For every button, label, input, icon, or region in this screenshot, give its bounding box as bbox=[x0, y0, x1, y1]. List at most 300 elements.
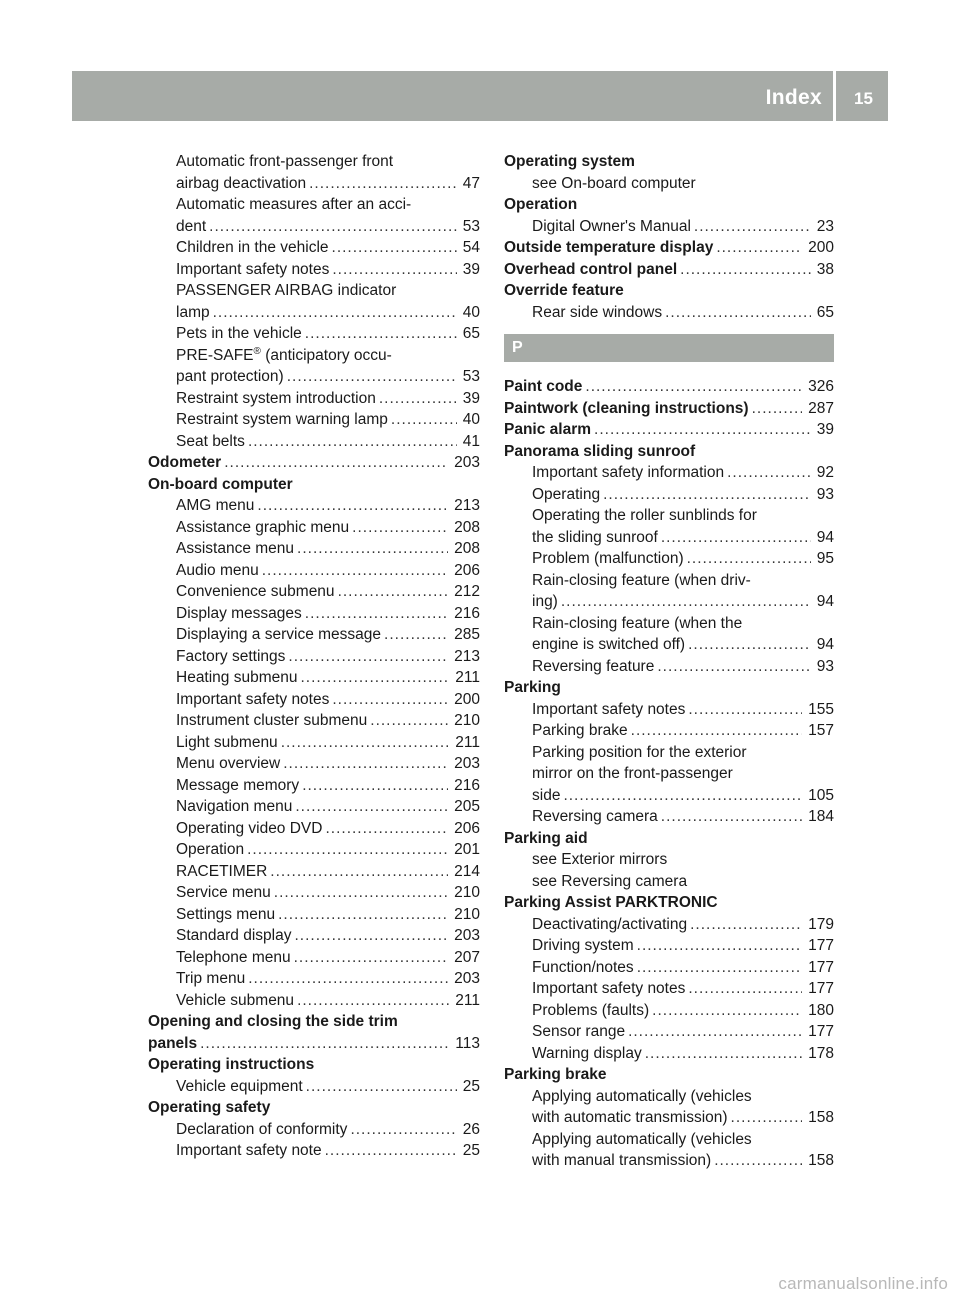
index-subentry bbox=[148, 1140, 480, 1162]
page-reference: 23 bbox=[816, 217, 834, 235]
dot-leader bbox=[384, 624, 448, 646]
page-reference: 40 bbox=[462, 303, 480, 321]
page-reference: 47 bbox=[462, 174, 480, 192]
dot-leader bbox=[645, 1043, 802, 1065]
dot-leader bbox=[391, 409, 457, 431]
entry-text: Applying automatically (vehicles bbox=[532, 1130, 752, 1148]
entry-text: Declaration of conformity bbox=[176, 1120, 348, 1138]
page-reference: 94 bbox=[816, 528, 834, 546]
page-reference: 53 bbox=[462, 217, 480, 235]
page-reference: 210 bbox=[454, 884, 480, 901]
dot-leader bbox=[716, 237, 802, 259]
entry-text: Menu overview bbox=[176, 755, 281, 772]
page-reference: 25 bbox=[462, 1077, 480, 1095]
watermark: carmanualsonline.info bbox=[778, 1274, 948, 1293]
page-reference: 39 bbox=[462, 260, 480, 278]
entry-text: Vehicle equipment bbox=[176, 1077, 303, 1095]
page-reference: 65 bbox=[816, 303, 834, 321]
page-reference: 205 bbox=[454, 798, 480, 815]
index-subentry bbox=[148, 560, 480, 582]
dot-leader bbox=[200, 1033, 449, 1055]
entry-text: Operating safety bbox=[148, 1099, 271, 1116]
dot-leader bbox=[295, 796, 448, 818]
page-reference: 54 bbox=[462, 239, 480, 256]
index-subentry bbox=[148, 818, 480, 840]
dot-leader bbox=[302, 775, 448, 797]
dot-leader bbox=[688, 978, 802, 1000]
index-subentry bbox=[148, 495, 480, 517]
dot-leader bbox=[332, 237, 457, 259]
page-reference: 203 bbox=[454, 927, 480, 944]
entry-text: Service menu bbox=[176, 884, 271, 901]
dot-leader bbox=[297, 538, 448, 560]
dot-leader bbox=[297, 990, 449, 1012]
entry-text: Panorama sliding sunroof bbox=[504, 442, 696, 460]
dot-leader bbox=[687, 548, 811, 570]
page-reference: 41 bbox=[462, 432, 480, 450]
entry-text: Operating bbox=[532, 485, 601, 503]
entry-text: Function/notes bbox=[532, 958, 634, 976]
page-reference: 93 bbox=[816, 485, 834, 503]
index-entry bbox=[148, 452, 480, 474]
page-reference: 94 bbox=[816, 593, 834, 610]
index-subentry bbox=[148, 581, 480, 603]
page-number: 15 bbox=[854, 89, 873, 108]
entry-text: Automatic measures after an acci- bbox=[176, 196, 412, 213]
entry-text: Applying automatically (vehicles bbox=[532, 1087, 752, 1105]
entry-text: Panic alarm bbox=[504, 421, 592, 438]
entry-text: Parking Assist PARKTRONIC bbox=[504, 894, 718, 911]
registered-mark: ® bbox=[253, 345, 261, 357]
index-subentry bbox=[504, 570, 834, 592]
entry-text: Problem (malfunction) bbox=[532, 550, 684, 567]
dot-leader bbox=[688, 699, 802, 721]
entry-text: Trip menu bbox=[176, 970, 246, 987]
page-reference: 201 bbox=[454, 841, 480, 858]
index-subentry bbox=[148, 173, 480, 195]
entry-text: Instrument cluster submenu bbox=[176, 712, 368, 729]
index-subentry bbox=[504, 216, 834, 238]
entry-text: Parking bbox=[504, 679, 561, 696]
page-reference: 53 bbox=[462, 368, 480, 385]
entry-text: RACETIMER bbox=[176, 862, 268, 880]
index-subentry bbox=[504, 634, 834, 656]
page-reference: 92 bbox=[816, 464, 834, 481]
page-reference: 158 bbox=[808, 1152, 834, 1169]
entry-text: mirror on the front-passenger bbox=[532, 765, 733, 782]
entry-text: On-board computer bbox=[148, 475, 293, 493]
entry-text: Display messages bbox=[176, 604, 302, 622]
dot-leader bbox=[325, 1140, 457, 1162]
index-subentry bbox=[148, 323, 480, 345]
entry-text: Settings menu bbox=[176, 905, 276, 923]
index-entry bbox=[148, 1011, 480, 1033]
entry-text: Rear side windows bbox=[532, 303, 663, 321]
index-subentry bbox=[504, 527, 834, 549]
entry-text: side bbox=[532, 786, 561, 804]
entry-text: Important safety notes bbox=[176, 260, 330, 278]
index-subentry bbox=[504, 302, 834, 324]
entry-text: Operating system bbox=[504, 153, 635, 170]
index-entry bbox=[504, 376, 834, 398]
entry-text: Deactivating/activating bbox=[532, 915, 688, 933]
page-reference: 203 bbox=[454, 454, 480, 471]
entry-text: pant protection) bbox=[176, 368, 284, 385]
page-reference: 177 bbox=[808, 1023, 834, 1040]
dot-leader bbox=[563, 785, 802, 807]
index-subentry bbox=[148, 302, 480, 324]
page-reference: 95 bbox=[816, 550, 834, 567]
index-subentry bbox=[504, 871, 834, 893]
index-entry bbox=[504, 259, 834, 281]
index-column-left bbox=[148, 151, 480, 1162]
dot-leader bbox=[224, 452, 448, 474]
dot-leader bbox=[213, 302, 457, 324]
entry-text: Heating submenu bbox=[176, 669, 298, 686]
index-subentry bbox=[148, 1119, 480, 1141]
dot-leader bbox=[294, 947, 449, 969]
entry-text: Paintwork (cleaning instructions) bbox=[504, 399, 749, 417]
entry-text: Parking brake bbox=[504, 1066, 607, 1083]
page-reference: 26 bbox=[462, 1120, 480, 1138]
index-subentry bbox=[504, 806, 834, 828]
dot-leader bbox=[257, 495, 448, 517]
entry-text: Important safety information bbox=[532, 464, 725, 481]
page-reference: 155 bbox=[808, 700, 834, 718]
index-subentry bbox=[148, 839, 480, 861]
entry-text: Light submenu bbox=[176, 733, 278, 751]
page-reference: 213 bbox=[454, 497, 480, 514]
index-subentry bbox=[504, 173, 834, 195]
dot-leader bbox=[637, 957, 802, 979]
page-reference: 39 bbox=[462, 389, 480, 407]
index-entry bbox=[504, 1064, 834, 1086]
index-subentry bbox=[148, 237, 480, 259]
entry-text: Opening and closing the side trim bbox=[148, 1013, 398, 1030]
index-subentry bbox=[504, 785, 834, 807]
entry-text: Paint code bbox=[504, 378, 583, 395]
dot-leader bbox=[262, 560, 448, 582]
page-reference: 25 bbox=[462, 1142, 480, 1159]
page-reference: 179 bbox=[808, 915, 834, 933]
entry-text: panels bbox=[148, 1034, 198, 1052]
dot-leader bbox=[665, 302, 811, 324]
index-subentry bbox=[504, 763, 834, 785]
entry-text: AMG menu bbox=[176, 497, 255, 514]
page-reference: 216 bbox=[454, 604, 480, 622]
index-subentry bbox=[504, 1086, 834, 1108]
section-title: Index bbox=[765, 86, 822, 109]
entry-text: Problems (faults) bbox=[532, 1001, 650, 1019]
entry-text: Important safety notes bbox=[176, 690, 330, 708]
dot-leader bbox=[637, 935, 802, 957]
entry-text: Parking aid bbox=[504, 829, 588, 847]
index-entry bbox=[504, 828, 834, 850]
dot-leader bbox=[657, 656, 810, 678]
dot-leader bbox=[281, 732, 450, 754]
entry-text: Driving system bbox=[532, 937, 634, 954]
index-entry bbox=[504, 194, 834, 216]
index-subentry bbox=[504, 462, 834, 484]
page-reference: 214 bbox=[454, 862, 480, 880]
entry-text: Standard display bbox=[176, 927, 292, 944]
dot-leader bbox=[270, 861, 448, 883]
index-subentry bbox=[148, 280, 480, 302]
index-subentry bbox=[148, 775, 480, 797]
dot-leader bbox=[332, 689, 448, 711]
dot-leader bbox=[370, 710, 448, 732]
dot-leader bbox=[305, 323, 457, 345]
page-reference: 200 bbox=[808, 239, 834, 256]
dot-leader bbox=[350, 1119, 456, 1141]
page-reference: 206 bbox=[454, 561, 480, 579]
page-reference: 184 bbox=[808, 808, 834, 825]
index-entry bbox=[148, 1097, 480, 1119]
dot-leader bbox=[631, 720, 802, 742]
dot-leader bbox=[338, 581, 449, 603]
index-subentry bbox=[148, 345, 480, 367]
entry-text: Vehicle submenu bbox=[176, 991, 295, 1009]
index-subentry bbox=[148, 710, 480, 732]
index-subentry bbox=[504, 699, 834, 721]
dot-leader bbox=[309, 173, 457, 195]
page-reference: 206 bbox=[454, 819, 480, 837]
index-subentry bbox=[148, 689, 480, 711]
index-entry bbox=[504, 677, 834, 699]
entry-text: Operating video DVD bbox=[176, 819, 323, 837]
index-entry bbox=[148, 1033, 480, 1055]
index-subentry bbox=[504, 1150, 834, 1172]
page-reference: 213 bbox=[454, 647, 480, 665]
page-reference: 178 bbox=[808, 1044, 834, 1062]
entry-text: Odometer bbox=[148, 454, 222, 471]
dot-leader bbox=[688, 634, 811, 656]
entry-text: Children in the vehicle bbox=[176, 239, 329, 256]
page-reference: 285 bbox=[454, 626, 480, 643]
dot-leader bbox=[325, 818, 448, 840]
page-reference: 177 bbox=[808, 958, 834, 976]
entry-text: Parking position for the exterior bbox=[532, 743, 747, 761]
index-subentry bbox=[504, 914, 834, 936]
index-subentry bbox=[504, 935, 834, 957]
index-entry bbox=[504, 419, 834, 441]
entry-text: Warning display bbox=[532, 1044, 642, 1062]
index-subentry bbox=[148, 968, 480, 990]
entry-text: Factory settings bbox=[176, 647, 286, 665]
dot-leader bbox=[731, 1107, 803, 1129]
index-subentry bbox=[504, 613, 834, 635]
index-subentry bbox=[148, 259, 480, 281]
index-subentry bbox=[148, 925, 480, 947]
dot-leader bbox=[247, 839, 448, 861]
entry-text: Pets in the vehicle bbox=[176, 325, 302, 342]
dot-leader bbox=[332, 259, 456, 281]
page-reference: 65 bbox=[462, 325, 480, 342]
page-reference: 177 bbox=[808, 980, 834, 997]
page-reference: 210 bbox=[454, 712, 480, 729]
index-entry bbox=[504, 237, 834, 259]
index-subentry bbox=[504, 720, 834, 742]
dot-leader bbox=[278, 904, 448, 926]
index-subentry bbox=[148, 904, 480, 926]
dot-leader bbox=[352, 517, 448, 539]
entry-text: Rain-closing feature (when driv- bbox=[532, 571, 751, 589]
page-reference: 210 bbox=[454, 905, 480, 923]
index-subentry bbox=[148, 753, 480, 775]
entry-text: Sensor range bbox=[532, 1023, 626, 1040]
entry-text: see On-board computer bbox=[532, 174, 696, 192]
index-subentry bbox=[504, 1021, 834, 1043]
header-divider bbox=[833, 71, 836, 121]
page-reference: 208 bbox=[454, 540, 480, 557]
index-subentry bbox=[148, 194, 480, 216]
dot-leader bbox=[680, 259, 811, 281]
index-subentry bbox=[148, 667, 480, 689]
entry-text: Reversing camera bbox=[532, 808, 658, 825]
page-reference: 93 bbox=[816, 657, 834, 675]
header-bar bbox=[72, 71, 888, 121]
index-subentry bbox=[504, 484, 834, 506]
index-entry bbox=[504, 151, 834, 173]
index-subentry bbox=[504, 1129, 834, 1151]
entry-text: airbag deactivation bbox=[176, 174, 307, 192]
entry-text: Rain-closing feature (when the bbox=[532, 614, 743, 632]
index-subentry bbox=[148, 517, 480, 539]
dot-leader bbox=[274, 882, 448, 904]
page-reference: 212 bbox=[454, 583, 480, 600]
index-subentry bbox=[504, 548, 834, 570]
entry-text: Operating instructions bbox=[148, 1056, 315, 1073]
index-subentry bbox=[148, 882, 480, 904]
page-reference: 113 bbox=[455, 1034, 480, 1052]
index-subentry bbox=[148, 796, 480, 818]
page-reference: 207 bbox=[454, 948, 480, 966]
index-subentry bbox=[504, 591, 834, 613]
page-reference: 203 bbox=[454, 970, 480, 987]
entry-text: engine is switched off) bbox=[532, 636, 686, 653]
index-subentry bbox=[148, 1076, 480, 1098]
entry-text: the sliding sunroof bbox=[532, 528, 658, 546]
index-subentry bbox=[504, 849, 834, 871]
entry-text: PRE-SAFE® (anticipatory occu- bbox=[176, 345, 392, 364]
index-subentry bbox=[504, 1000, 834, 1022]
entry-text: Assistance graphic menu bbox=[176, 518, 350, 536]
index-subentry bbox=[148, 624, 480, 646]
entry-text: Displaying a service message bbox=[176, 626, 382, 643]
entry-text: see Exterior mirrors bbox=[532, 851, 668, 868]
entry-text: Outside temperature display bbox=[504, 239, 714, 256]
entry-text: Overhead control panel bbox=[504, 260, 678, 278]
dot-leader bbox=[727, 462, 811, 484]
page-reference: 40 bbox=[462, 411, 480, 428]
entry-text: Navigation menu bbox=[176, 798, 293, 815]
entry-text: lamp bbox=[176, 303, 210, 321]
page-reference: 158 bbox=[808, 1109, 834, 1126]
page-reference: 177 bbox=[808, 937, 834, 954]
index-entry bbox=[148, 474, 480, 496]
dot-leader bbox=[294, 925, 448, 947]
entry-text: with manual transmission) bbox=[532, 1152, 712, 1169]
index-entry bbox=[504, 280, 834, 302]
entry-text: Seat belts bbox=[176, 432, 245, 450]
dot-leader bbox=[287, 366, 457, 388]
page-reference: 216 bbox=[454, 776, 480, 794]
entry-text: PASSENGER AIRBAG indicator bbox=[176, 282, 397, 299]
dot-leader bbox=[661, 806, 802, 828]
page-reference: 105 bbox=[808, 786, 834, 804]
entry-text: Important safety notes bbox=[532, 700, 686, 718]
index-subentry bbox=[148, 409, 480, 431]
index-subentry bbox=[504, 505, 834, 527]
page-reference: 211 bbox=[455, 733, 480, 751]
dot-leader bbox=[288, 646, 448, 668]
index-subentry bbox=[504, 1043, 834, 1065]
dot-leader bbox=[661, 527, 811, 549]
dot-leader bbox=[690, 914, 802, 936]
page-reference: 208 bbox=[454, 518, 480, 536]
entry-text: Restraint system warning lamp bbox=[176, 411, 388, 428]
dot-leader bbox=[694, 216, 811, 238]
index-subentry bbox=[148, 603, 480, 625]
index-subentry bbox=[504, 957, 834, 979]
dot-leader bbox=[561, 591, 811, 613]
dot-leader bbox=[594, 419, 811, 441]
entry-text: Override feature bbox=[504, 282, 624, 299]
dot-leader bbox=[628, 1021, 802, 1043]
page-reference: 211 bbox=[455, 991, 480, 1009]
index-subentry bbox=[504, 742, 834, 764]
index-entry bbox=[148, 1054, 480, 1076]
index-subentry bbox=[148, 990, 480, 1012]
entry-text: ing) bbox=[532, 593, 558, 610]
dot-leader bbox=[283, 753, 448, 775]
entry-text: Operating the roller sunblinds for bbox=[532, 507, 757, 524]
dot-leader bbox=[752, 398, 803, 420]
page-reference: 38 bbox=[816, 260, 834, 278]
entry-text: Important safety notes bbox=[532, 980, 686, 997]
index-letter-heading: P bbox=[504, 334, 834, 362]
page-reference: 94 bbox=[816, 636, 834, 653]
dot-leader bbox=[652, 1000, 802, 1022]
page-reference: 203 bbox=[454, 755, 480, 772]
index-subentry bbox=[148, 151, 480, 173]
index-subentry bbox=[148, 366, 480, 388]
dot-leader bbox=[585, 376, 802, 398]
index-subentry bbox=[148, 431, 480, 453]
entry-text: Convenience submenu bbox=[176, 583, 335, 600]
entry-text: Restraint system introduction bbox=[176, 389, 376, 407]
index-subentry bbox=[148, 388, 480, 410]
entry-text: Telephone menu bbox=[176, 948, 291, 966]
index-subentry bbox=[148, 947, 480, 969]
entry-text: Assistance menu bbox=[176, 540, 295, 557]
index-subentry bbox=[148, 732, 480, 754]
index-entry bbox=[504, 892, 834, 914]
entry-text: Digital Owner's Manual bbox=[532, 217, 691, 235]
dot-leader bbox=[603, 484, 811, 506]
index-subentry bbox=[148, 646, 480, 668]
index-entry bbox=[504, 441, 834, 463]
page-reference: 326 bbox=[808, 378, 834, 395]
entry-text: dent bbox=[176, 217, 207, 235]
entry-text: Automatic front-passenger front bbox=[176, 153, 394, 170]
page-reference: 157 bbox=[808, 722, 834, 739]
index-subentry bbox=[148, 538, 480, 560]
page-reference: 200 bbox=[454, 690, 480, 708]
index-subentry bbox=[148, 861, 480, 883]
index-subentry bbox=[504, 656, 834, 678]
entry-text: Parking brake bbox=[532, 722, 628, 739]
